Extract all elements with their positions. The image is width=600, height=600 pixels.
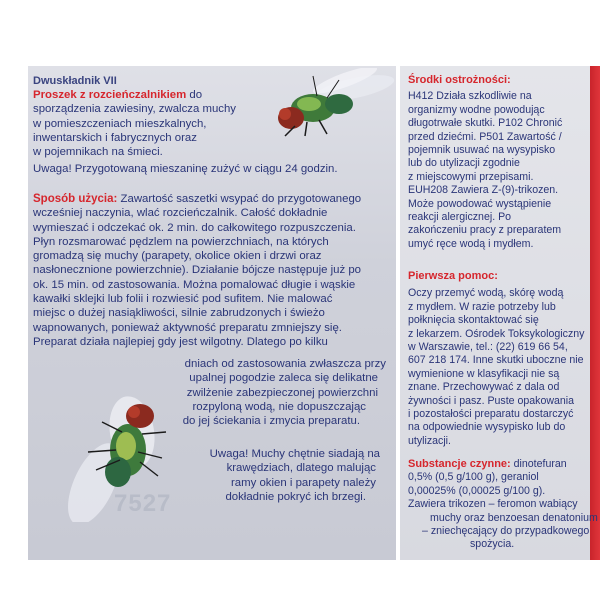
active-substances-line: 0,00025% (0,00025 g/100 g). — [408, 484, 546, 497]
usage-line: do jej ściekania i zmycia preparatu. — [182, 415, 360, 428]
edges-warning — [170, 447, 390, 504]
usage-line: upalnej pogodzie zaleca się delikatne — [189, 372, 378, 385]
first-aid-line: z lekarzem. Ośrodek Toksykologiczny — [408, 327, 585, 340]
precautions-line: pojemnik usuwać na wysypisko — [408, 144, 556, 157]
precautions-line: reakcji alergicznej. Po — [408, 211, 512, 224]
usage-line: gromadzą się muchy (parapety, okolice okien i drzwi oraz — [33, 250, 322, 263]
first-aid-line: z mydłem. W razie potrzeby lub — [408, 300, 556, 313]
active-substances-heading: Substancje czynne: — [408, 458, 511, 470]
edges-warning-line: ramy okien i parapety należy — [231, 476, 376, 489]
product-code: 7527 — [114, 490, 172, 517]
first-aid-line: i pozostałości preparatu dostarczyć — [408, 408, 574, 421]
first-aid-line: w Warszawie, tel.: (22) 619 66 54, — [408, 341, 568, 354]
active-substances-line: spożycia. — [470, 538, 515, 551]
precautions-section — [408, 74, 588, 251]
precautions-line: z miejscowymi przepisami. — [408, 170, 534, 183]
usage-line: kawałki sklejki lub folii i rozwiesić pod sufitem. Nie malować — [33, 293, 333, 306]
usage-line: wymieszać i odczekać ok. 2 min. do całkowitego rozpuszczenia. — [33, 221, 356, 234]
usage-line: wapnowanych, ponieważ aktywność preparatu zmniejszy się. — [33, 321, 342, 334]
intro-line: sporządzenia zawiesiny, zwalcza muchy — [33, 103, 237, 116]
first-aid-section — [408, 270, 588, 448]
usage-line: Płyn rozsmarować pędzlem na powierzchniach, na których — [33, 235, 329, 248]
precautions-line: lub do utylizacji zgodnie — [408, 157, 520, 170]
usage-line: dniach od zastosowania zwłaszcza przy — [184, 358, 386, 370]
active-substances-line: Zawiera trikozen – feromon wabiący — [408, 498, 578, 511]
precautions-line: zakończeniu pracy z preparatem — [408, 224, 562, 237]
first-aid-line: znane. Przechowywać z dala od — [408, 381, 560, 394]
usage-paragraph — [33, 192, 388, 349]
first-aid-line: połknięcia skontaktować się — [408, 314, 539, 327]
intro-line: do — [189, 89, 203, 101]
usage-line: zwilżenie zabezpieczonej powierzchni — [186, 386, 378, 399]
intro-line: inwentarskich i fabrycznych oraz — [33, 131, 197, 144]
first-aid-line: Oczy przemyć wodą, skórę wodą — [408, 287, 564, 300]
edges-warning-line: dokładnie pokryć ich brzegi. — [225, 490, 366, 503]
precautions-line: EUH208 Zawiera Z-(9)-trikozen. — [408, 184, 559, 197]
first-aid-line: 607 218 174. Inne skutki uboczne nie — [408, 354, 584, 367]
edges-warning-line: Uwaga! Muchy chętnie siadają na — [209, 448, 380, 460]
usage-line: Zawartość saszetki wsypać do przygotowanego — [120, 193, 362, 205]
precautions-line: umyć ręce wodą i mydłem. — [408, 237, 534, 250]
first-aid-line: utylizacji. — [408, 434, 451, 447]
intro-paragraph — [33, 88, 273, 159]
usage-line: Preparat działa najlepiej gdy jest wilgotny. Dlatego po kilku — [33, 335, 328, 348]
first-aid-line: wymienione w klasyfikacji nie są — [408, 367, 560, 380]
edges-warning-line: krawędziach, dlatego malując — [226, 462, 376, 475]
active-substances-line: 0,5% (0,5 g/100 g), geraniol — [408, 471, 539, 484]
usage-heading: Sposób użycia: — [33, 193, 118, 205]
usage-line: miejsc o dużej nasiąkliwości, silnie zabrudzonych i świeżo — [33, 307, 325, 320]
first-aid-line: żywności i pasz. Puste opakowania — [408, 394, 575, 407]
usage-line: rozpyloną wodą, nie dopuszczając — [192, 400, 366, 413]
precautions-line: organizmy wodne powodując — [408, 103, 545, 116]
product-name: Dwuskładnik VII — [33, 75, 117, 87]
fly-illustration-top — [255, 68, 395, 138]
first-aid-line: na odpowiednie wysypisko lub do — [408, 421, 566, 434]
active-substances-section — [408, 458, 598, 552]
precautions-line: H412 Działa szkodliwie na — [408, 90, 532, 103]
usage-line: ok. 15 min. od zastosowania. Można pomalować długie i wąskie — [33, 278, 356, 291]
precautions-line: Może powodować wystąpienie — [408, 197, 552, 210]
active-substances-line: muchy oraz benzoesan denatonium — [430, 511, 598, 524]
active-substances-line: dinotefuran — [513, 458, 567, 470]
usage-line: nasłonecznione powierzchnie). Działanie bójcze następuje już po — [33, 264, 361, 277]
intro-line: w pomieszczeniach mieszkalnych, — [33, 117, 207, 130]
usage-line: wcześniej naczynia, wlać rozcieńczalnik. Całość dokładnie — [33, 207, 328, 220]
precautions-heading: Środki ostrożności: — [408, 74, 511, 86]
intro-red-heading: Proszek z rozcieńczalnikiem — [33, 89, 187, 101]
precautions-line: przed dziećmi. P501 Zawartość / — [408, 130, 562, 143]
active-substances-line: – zniechęcający do przypadkowego — [422, 525, 590, 538]
precautions-line: długotrwałe skutki. P102 Chronić — [408, 117, 563, 130]
intro-line: w pojemnikach na śmieci. — [33, 146, 163, 159]
mixing-warning: Uwaga! Przygotowaną mieszaninę zużyć w ciągu 24 godzin. — [33, 163, 338, 175]
first-aid-heading: Pierwsza pomoc: — [408, 270, 498, 282]
usage-paragraph-continued — [150, 357, 390, 428]
